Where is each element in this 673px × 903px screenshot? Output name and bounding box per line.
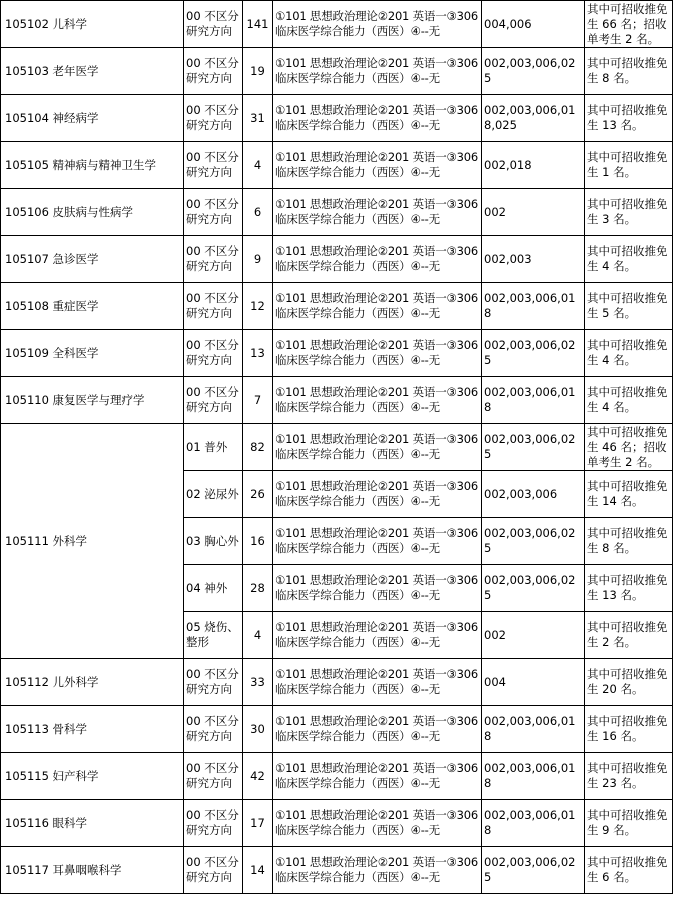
major-cell: 105105 精神病与精神卫生学	[1, 142, 184, 189]
direction-cell: 00 不区分研究方向	[184, 659, 243, 706]
major-cell: 105117 耳鼻咽喉科学	[1, 847, 184, 894]
codes-cell: 002,003,006,018	[482, 706, 585, 753]
enrollment-count-cell: 4	[243, 612, 273, 659]
exam-subjects-cell: ①101 思想政治理论②201 英语一③306 临床医学综合能力（西医）④--无	[273, 471, 482, 518]
exam-subjects-cell: ①101 思想政治理论②201 英语一③306 临床医学综合能力（西医）④--无	[273, 330, 482, 377]
table-row	[1, 424, 673, 471]
direction-cell: 00 不区分研究方向	[184, 330, 243, 377]
enrollment-count-cell: 82	[243, 424, 273, 471]
table-row	[1, 377, 673, 424]
direction-cell: 00 不区分研究方向	[184, 847, 243, 894]
direction-cell: 00 不区分研究方向	[184, 142, 243, 189]
table-row	[1, 283, 673, 330]
direction-cell: 00 不区分研究方向	[184, 1, 243, 48]
exam-subjects-cell: ①101 思想政治理论②201 英语一③306 临床医学综合能力（西医）④--无	[273, 753, 482, 800]
table-row	[1, 95, 673, 142]
enrollment-count-cell: 42	[243, 753, 273, 800]
note-cell: 其中可招收推免生 8 名。	[585, 48, 673, 95]
table-row	[1, 800, 673, 847]
direction-cell: 00 不区分研究方向	[184, 189, 243, 236]
table-row	[1, 48, 673, 95]
enrollment-count-cell: 16	[243, 518, 273, 565]
enrollment-count-cell: 31	[243, 95, 273, 142]
codes-cell: 002,003,006,025	[482, 847, 585, 894]
enrollment-count-cell: 6	[243, 189, 273, 236]
note-cell: 其中可招收推免生 20 名。	[585, 659, 673, 706]
codes-cell: 002	[482, 612, 585, 659]
note-cell: 其中可招收推免生 16 名。	[585, 706, 673, 753]
codes-cell: 002,003,006,018	[482, 753, 585, 800]
major-cell: 105106 皮肤病与性病学	[1, 189, 184, 236]
enrollment-count-cell: 12	[243, 283, 273, 330]
codes-cell: 002,003,006	[482, 471, 585, 518]
direction-cell: 00 不区分研究方向	[184, 753, 243, 800]
exam-subjects-cell: ①101 思想政治理论②201 英语一③306 临床医学综合能力（西医）④--无	[273, 95, 482, 142]
codes-cell: 002,003,006,025	[482, 48, 585, 95]
major-cell: 105110 康复医学与理疗学	[1, 377, 184, 424]
exam-subjects-cell: ①101 思想政治理论②201 英语一③306 临床医学综合能力（西医）④--无	[273, 424, 482, 471]
table-row	[1, 847, 673, 894]
table-row	[1, 236, 673, 283]
direction-cell: 00 不区分研究方向	[184, 95, 243, 142]
enrollment-count-cell: 14	[243, 847, 273, 894]
direction-cell: 01 普外	[184, 424, 243, 471]
exam-subjects-cell: ①101 思想政治理论②201 英语一③306 临床医学综合能力（西医）④--无	[273, 800, 482, 847]
codes-cell: 002,018	[482, 142, 585, 189]
major-cell: 105115 妇产科学	[1, 753, 184, 800]
direction-cell: 00 不区分研究方向	[184, 377, 243, 424]
codes-cell: 002,003,006,018	[482, 377, 585, 424]
table-row	[1, 659, 673, 706]
table-row	[1, 189, 673, 236]
major-cell: 105116 眼科学	[1, 800, 184, 847]
table-row	[1, 753, 673, 800]
note-cell: 其中可招收推免生 66 名；招收单考生 2 名。	[585, 1, 673, 48]
table-row	[1, 330, 673, 377]
note-cell: 其中可招收推免生 4 名。	[585, 377, 673, 424]
exam-subjects-cell: ①101 思想政治理论②201 英语一③306 临床医学综合能力（西医）④--无	[273, 847, 482, 894]
direction-cell: 03 胸心外	[184, 518, 243, 565]
codes-cell: 002,003,006,018	[482, 800, 585, 847]
enrollment-count-cell: 13	[243, 330, 273, 377]
note-cell: 其中可招收推免生 2 名。	[585, 612, 673, 659]
codes-cell: 002,003	[482, 236, 585, 283]
direction-cell: 00 不区分研究方向	[184, 283, 243, 330]
enrollment-count-cell: 26	[243, 471, 273, 518]
enrollment-count-cell: 33	[243, 659, 273, 706]
major-cell: 105104 神经病学	[1, 95, 184, 142]
note-cell: 其中可招收推免生 14 名。	[585, 471, 673, 518]
major-cell: 105107 急诊医学	[1, 236, 184, 283]
major-cell: 105113 骨科学	[1, 706, 184, 753]
enrollment-count-cell: 17	[243, 800, 273, 847]
codes-cell: 002,003,006,025	[482, 518, 585, 565]
direction-cell: 00 不区分研究方向	[184, 800, 243, 847]
direction-cell: 05 烧伤、整形	[184, 612, 243, 659]
major-cell: 105102 儿科学	[1, 1, 184, 48]
major-cell: 105111 外科学	[1, 424, 184, 659]
note-cell: 其中可招收推免生 8 名。	[585, 518, 673, 565]
note-cell: 其中可招收推免生 13 名。	[585, 565, 673, 612]
major-cell: 105109 全科医学	[1, 330, 184, 377]
codes-cell: 002,003,006,025	[482, 330, 585, 377]
codes-cell: 002,003,006,025	[482, 424, 585, 471]
enrollment-count-cell: 30	[243, 706, 273, 753]
exam-subjects-cell: ①101 思想政治理论②201 英语一③306 临床医学综合能力（西医）④--无	[273, 612, 482, 659]
enrollment-count-cell: 28	[243, 565, 273, 612]
note-cell: 其中可招收推免生 3 名。	[585, 189, 673, 236]
exam-subjects-cell: ①101 思想政治理论②201 英语一③306 临床医学综合能力（西医）④--无	[273, 142, 482, 189]
note-cell: 其中可招收推免生 46 名；招收单考生 2 名。	[585, 424, 673, 471]
direction-cell: 00 不区分研究方向	[184, 236, 243, 283]
note-cell: 其中可招收推免生 9 名。	[585, 800, 673, 847]
codes-cell: 002	[482, 189, 585, 236]
exam-subjects-cell: ①101 思想政治理论②201 英语一③306 临床医学综合能力（西医）④--无	[273, 706, 482, 753]
note-cell: 其中可招收推免生 5 名。	[585, 283, 673, 330]
codes-cell: 004	[482, 659, 585, 706]
major-cell: 105112 儿外科学	[1, 659, 184, 706]
table-row	[1, 142, 673, 189]
direction-cell: 00 不区分研究方向	[184, 706, 243, 753]
exam-subjects-cell: ①101 思想政治理论②201 英语一③306 临床医学综合能力（西医）④--无	[273, 518, 482, 565]
note-cell: 其中可招收推免生 6 名。	[585, 847, 673, 894]
exam-subjects-cell: ①101 思想政治理论②201 英语一③306 临床医学综合能力（西医）④--无	[273, 1, 482, 48]
exam-subjects-cell: ①101 思想政治理论②201 英语一③306 临床医学综合能力（西医）④--无	[273, 565, 482, 612]
exam-subjects-cell: ①101 思想政治理论②201 英语一③306 临床医学综合能力（西医）④--无	[273, 189, 482, 236]
table-row	[1, 706, 673, 753]
exam-subjects-cell: ①101 思想政治理论②201 英语一③306 临床医学综合能力（西医）④--无	[273, 659, 482, 706]
enrollment-count-cell: 7	[243, 377, 273, 424]
exam-subjects-cell: ①101 思想政治理论②201 英语一③306 临床医学综合能力（西医）④--无	[273, 283, 482, 330]
codes-cell: 002,003,006,018	[482, 283, 585, 330]
codes-cell: 002,003,006,025	[482, 565, 585, 612]
table-row	[1, 1, 673, 48]
exam-subjects-cell: ①101 思想政治理论②201 英语一③306 临床医学综合能力（西医）④--无	[273, 48, 482, 95]
exam-subjects-cell: ①101 思想政治理论②201 英语一③306 临床医学综合能力（西医）④--无	[273, 236, 482, 283]
codes-cell: 002,003,006,018,025	[482, 95, 585, 142]
direction-cell: 02 泌尿外	[184, 471, 243, 518]
enrollment-count-cell: 4	[243, 142, 273, 189]
note-cell: 其中可招收推免生 4 名。	[585, 330, 673, 377]
major-cell: 105108 重症医学	[1, 283, 184, 330]
note-cell: 其中可招收推免生 1 名。	[585, 142, 673, 189]
enrollment-count-cell: 141	[243, 1, 273, 48]
major-cell: 105103 老年医学	[1, 48, 184, 95]
exam-subjects-cell: ①101 思想政治理论②201 英语一③306 临床医学综合能力（西医）④--无	[273, 377, 482, 424]
enrollment-count-cell: 19	[243, 48, 273, 95]
direction-cell: 04 神外	[184, 565, 243, 612]
note-cell: 其中可招收推免生 4 名。	[585, 236, 673, 283]
note-cell: 其中可招收推免生 13 名。	[585, 95, 673, 142]
direction-cell: 00 不区分研究方向	[184, 48, 243, 95]
note-cell: 其中可招收推免生 23 名。	[585, 753, 673, 800]
codes-cell: 004,006	[482, 1, 585, 48]
enrollment-count-cell: 9	[243, 236, 273, 283]
